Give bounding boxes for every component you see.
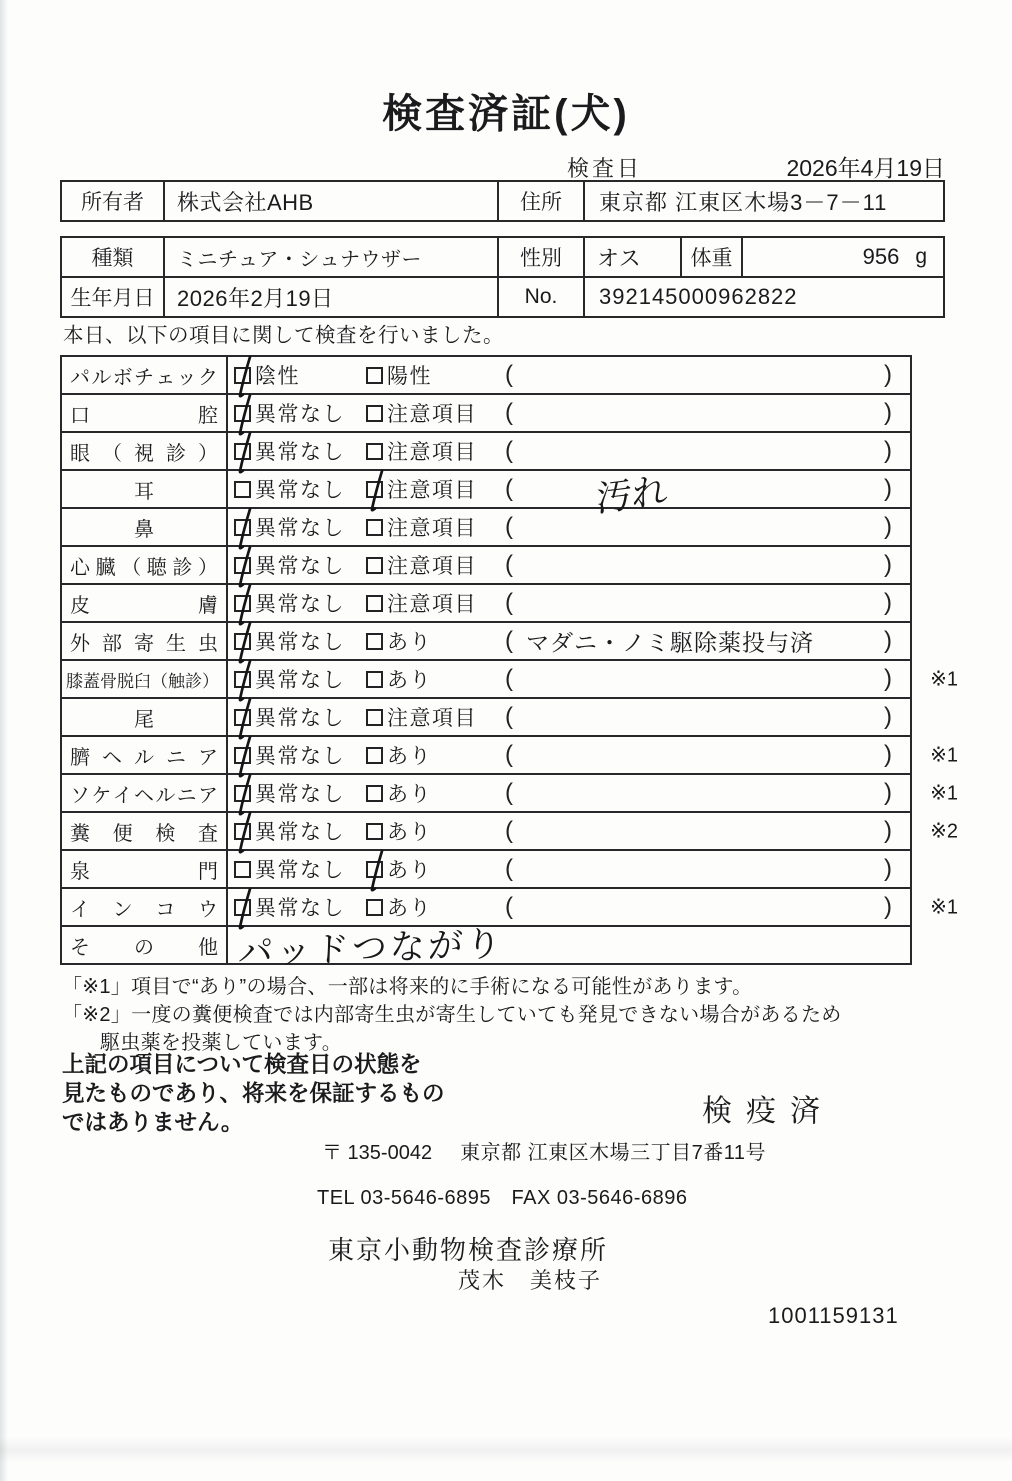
checkbox-icon	[366, 519, 383, 536]
paren-open: (	[505, 779, 513, 806]
exam-row-label: 耳	[62, 471, 228, 507]
serial-number: 1001159131	[768, 1303, 899, 1328]
clinic-name: 東京小動物検査診療所	[328, 1235, 609, 1265]
checkbox-icon	[366, 595, 383, 612]
paren-close: )	[884, 475, 892, 502]
exam-row	[62, 547, 910, 585]
exam-row-label: 心 臓 （ 聴 診 ）	[62, 547, 228, 583]
exam-row	[62, 469, 910, 520]
exam-option-label: 異常なし	[255, 745, 345, 768]
exam-option-label: 異常なし	[255, 859, 345, 882]
checkbox-icon	[366, 633, 383, 650]
exam-row-label: 泉 門	[62, 851, 228, 887]
paren-open: (	[505, 361, 513, 388]
paren-close: )	[884, 627, 892, 654]
checkbox-checked-icon	[234, 671, 251, 688]
checkbox-checked-icon	[366, 481, 383, 498]
exam-option	[366, 360, 432, 390]
exam-row-label: 眼 （ 視 診 ）	[62, 433, 228, 469]
exam-row	[62, 813, 958, 851]
exam-row	[62, 433, 910, 471]
exam-option-label: 陽性	[387, 365, 432, 388]
page-title: 検査済証(犬)	[382, 92, 630, 136]
paren-close: )	[884, 817, 892, 844]
weight-value-cell	[743, 238, 943, 276]
exam-row	[62, 509, 910, 547]
exam-row-content	[228, 813, 958, 849]
exam-option-label: 異常なし	[255, 707, 345, 730]
exam-row-label: 臍 ヘ ル ニ ア	[62, 737, 228, 773]
paren-open: (	[505, 399, 513, 426]
exam-row-content	[228, 623, 910, 659]
exam-row-content	[228, 737, 958, 773]
checkbox-icon	[366, 709, 383, 726]
paren-open: (	[505, 437, 513, 464]
pet-info-table	[60, 236, 945, 318]
intro-text: 本日、以下の項目に関して検査を行いました。	[63, 324, 504, 347]
exam-option	[366, 436, 477, 466]
exam-row	[62, 924, 910, 973]
checkbox-checked-icon	[234, 557, 251, 574]
exam-row-content	[228, 469, 910, 520]
paren-close: )	[884, 513, 892, 540]
exam-option-label: 異常なし	[255, 821, 345, 844]
exam-option	[366, 474, 477, 504]
paren-close: )	[884, 361, 892, 388]
exam-option	[366, 626, 432, 656]
exam-row-content	[228, 699, 910, 735]
owner-table	[60, 180, 945, 222]
exam-option-label: 異常なし	[255, 593, 345, 616]
printed-note: マダニ・ノミ駆除薬投与済	[526, 629, 814, 656]
checkbox-icon	[366, 443, 383, 460]
weight-unit: g	[915, 245, 927, 268]
exam-option	[234, 588, 345, 618]
exam-row	[62, 357, 910, 395]
exam-option-label: 異常なし	[255, 517, 345, 540]
exam-row	[62, 661, 958, 699]
exam-option-label: 注意項目	[387, 441, 477, 464]
paren-close: )	[884, 665, 892, 692]
checkbox-icon	[366, 823, 383, 840]
inspection-date-label: 検査日	[567, 156, 643, 181]
checkbox-icon	[366, 367, 383, 384]
exam-row-content	[228, 395, 910, 431]
paren-close: )	[884, 855, 892, 882]
checkbox-checked-icon	[234, 443, 251, 460]
footnote-2-continued: 駆虫薬を投薬しています。	[100, 1032, 342, 1054]
exam-option-label: 異常なし	[255, 479, 345, 502]
exam-row	[62, 737, 958, 775]
exam-row-content	[228, 433, 910, 469]
checkbox-icon	[234, 481, 251, 498]
exam-option	[366, 778, 432, 808]
paren-open: (	[505, 627, 513, 654]
exam-option	[366, 398, 477, 428]
exam-row-label: イ ン コ ウ	[62, 889, 228, 925]
clinic-address: 東京都 江東区木場三丁目7番11号	[460, 1142, 767, 1164]
birth-value: 2026年2月19日	[165, 278, 499, 316]
checkmark-icon	[232, 430, 256, 476]
checkbox-checked-icon	[234, 633, 251, 650]
exam-option-label: 異常なし	[255, 631, 345, 654]
exam-option-label: 注意項目	[387, 403, 477, 426]
exam-option	[234, 398, 345, 428]
exam-option	[366, 588, 477, 618]
exam-option-label: あり	[387, 897, 432, 920]
checkbox-icon	[366, 405, 383, 422]
exam-row-label: 鼻	[62, 509, 228, 545]
exam-option-label: 注意項目	[387, 707, 477, 730]
exam-option-label: あり	[387, 783, 432, 806]
exam-option	[234, 474, 345, 504]
postal-code: 〒 135-0042	[322, 1142, 433, 1164]
paren-close: )	[884, 399, 892, 426]
exam-option	[366, 702, 477, 732]
clinic-tel-fax: TEL 03-5646-6895 FAX 03-5646-6896	[317, 1187, 688, 1209]
exam-row-content	[228, 661, 958, 697]
exam-option-label: あり	[387, 859, 432, 882]
checkbox-checked-icon	[234, 747, 251, 764]
handwritten-note: 汚れ	[595, 469, 669, 520]
paren-close: )	[884, 589, 892, 616]
handwritten-note: パッドつながり	[237, 924, 505, 973]
exam-option	[234, 550, 345, 580]
weight-label: 体重	[682, 238, 743, 276]
paren-open: (	[505, 513, 513, 540]
checkbox-checked-icon	[234, 519, 251, 536]
exam-option-label: あり	[387, 669, 432, 692]
checkbox-icon	[366, 785, 383, 802]
exam-row-label: パ ル ボ チ ェ ッ ク	[62, 357, 228, 393]
exam-option	[366, 854, 432, 884]
reference-mark: ※1	[930, 668, 958, 691]
exam-row-content	[228, 851, 910, 887]
owner-value: 株式会社AHB	[165, 182, 499, 220]
checkbox-checked-icon	[234, 823, 251, 840]
sex-label: 性別	[499, 238, 585, 276]
paren-open: (	[505, 665, 513, 692]
exam-option-label: 異常なし	[255, 669, 345, 692]
paren-open: (	[505, 589, 513, 616]
exam-row	[62, 775, 958, 813]
exam-option-label: 異常なし	[255, 403, 345, 426]
breed-label: 種類	[62, 238, 165, 276]
checkbox-checked-icon	[234, 785, 251, 802]
exam-row-label: 尾	[62, 699, 228, 735]
paren-close: )	[884, 437, 892, 464]
reference-mark: ※1	[930, 896, 958, 919]
footnote-1: 「※1」項目で“あり”の場合、一部は将来的に手術になる可能性があります。	[62, 976, 753, 998]
exam-row	[62, 851, 910, 889]
owner-address-label: 住所	[499, 182, 585, 220]
disclaimer-line-2: 見たものであり、将来を保証するもの	[62, 1081, 445, 1106]
exam-option-label: あり	[387, 631, 432, 654]
paren-close: )	[884, 779, 892, 806]
exam-option-label: 注意項目	[387, 517, 477, 540]
paren-open: (	[505, 703, 513, 730]
exam-option	[234, 816, 345, 846]
checkbox-icon	[366, 557, 383, 574]
paren-open: (	[505, 817, 513, 844]
inspection-date-value: 2026年4月19日	[786, 155, 945, 181]
checkbox-checked-icon	[366, 861, 383, 878]
paren-open: (	[505, 855, 513, 882]
number-label: No.	[499, 278, 585, 316]
exam-option	[234, 892, 345, 922]
exam-row-label: 口 腔	[62, 395, 228, 431]
exam-row	[62, 699, 910, 737]
exam-row	[62, 585, 910, 623]
exam-row-label: 外 部 寄 生 虫	[62, 623, 228, 659]
checkbox-checked-icon	[234, 709, 251, 726]
exam-row-content	[228, 585, 910, 621]
exam-row-label: 糞 便 検 査	[62, 813, 228, 849]
checkbox-icon	[366, 899, 383, 916]
exam-option	[366, 512, 477, 542]
exam-row-content	[228, 889, 958, 925]
checkbox-icon	[366, 747, 383, 764]
exam-row-content	[228, 924, 910, 973]
reference-mark: ※1	[930, 782, 958, 805]
footnote-2: 「※2」一度の糞便検査では内部寄生虫が寄生していても発見できない場合があるため	[62, 1004, 842, 1026]
exam-option-label: 異常なし	[255, 555, 345, 578]
reference-mark: ※1	[930, 744, 958, 767]
exam-option	[366, 664, 432, 694]
reference-mark: ※2	[930, 820, 958, 843]
paren-close: )	[884, 551, 892, 578]
clinic-postal-address	[322, 1136, 766, 1165]
birth-label: 生年月日	[62, 278, 165, 316]
exam-option	[234, 626, 345, 656]
exam-row-content	[228, 509, 910, 545]
owner-label: 所有者	[62, 182, 165, 220]
exam-row-label: ソ ケ イ ヘ ル ニ ア	[62, 775, 228, 811]
paren-close: )	[884, 703, 892, 730]
exam-row-label: そ の 他	[62, 927, 228, 963]
checkmark-icon	[364, 468, 388, 514]
paren-open: (	[505, 741, 513, 768]
checkbox-checked-icon	[234, 595, 251, 612]
exam-table	[60, 355, 958, 973]
exam-row-label: 皮 膚	[62, 585, 228, 621]
exam-option-label: 異常なし	[255, 783, 345, 806]
paren-close: )	[884, 741, 892, 768]
paren-open: (	[505, 893, 513, 920]
exam-row-content	[228, 357, 910, 393]
exam-option	[234, 360, 300, 390]
checkmark-icon	[364, 848, 388, 894]
paren-open: (	[505, 551, 513, 578]
pet-info-row-birth	[62, 278, 943, 316]
exam-option-label: 陰性	[255, 365, 300, 388]
exam-option	[234, 854, 345, 884]
exam-option-label: あり	[387, 745, 432, 768]
exam-option	[366, 892, 432, 922]
exam-option	[234, 512, 345, 542]
exam-row-label: 膝蓋骨脱臼（触診）	[62, 661, 228, 697]
exam-option	[234, 664, 345, 694]
checkbox-icon	[366, 671, 383, 688]
exam-row-content	[228, 547, 910, 583]
number-value: 392145000962822	[599, 284, 798, 309]
weight-value: 956	[862, 244, 900, 269]
exam-option-label: 注意項目	[387, 555, 477, 578]
exam-option-label: 注意項目	[387, 479, 477, 502]
breed-value: ミニチュア・シュナウザー	[165, 238, 499, 276]
exam-option	[366, 740, 432, 770]
exam-row-content	[228, 775, 958, 811]
exam-option	[234, 436, 345, 466]
exam-option	[366, 816, 432, 846]
quarantine-stamp: 検疫済	[702, 1095, 834, 1128]
exam-option-label: 異常なし	[255, 897, 345, 920]
sex-value: オス	[585, 238, 682, 276]
checkbox-checked-icon	[234, 367, 251, 384]
exam-row	[62, 623, 910, 661]
paren-open: (	[505, 475, 513, 502]
checkbox-checked-icon	[234, 405, 251, 422]
exam-option	[234, 740, 345, 770]
veterinarian-name: 茂木 美枝子	[458, 1268, 603, 1293]
checkbox-icon	[234, 861, 251, 878]
exam-option	[234, 702, 345, 732]
disclaimer-line-1: 上記の項目について検査日の状態を	[62, 1052, 422, 1077]
pet-info-row-breed	[62, 238, 943, 278]
paren-close: )	[884, 893, 892, 920]
disclaimer-line-3: ではありません。	[62, 1110, 244, 1135]
checkbox-checked-icon	[234, 899, 251, 916]
exam-option-label: 異常なし	[255, 441, 345, 464]
exam-option-label: 注意項目	[387, 593, 477, 616]
checkmark-icon	[232, 810, 256, 856]
exam-option	[234, 778, 345, 808]
owner-address-value: 東京都 江東区木場3－7－11	[599, 189, 888, 215]
exam-option	[366, 550, 477, 580]
exam-option-label: あり	[387, 821, 432, 844]
exam-row	[62, 395, 910, 433]
